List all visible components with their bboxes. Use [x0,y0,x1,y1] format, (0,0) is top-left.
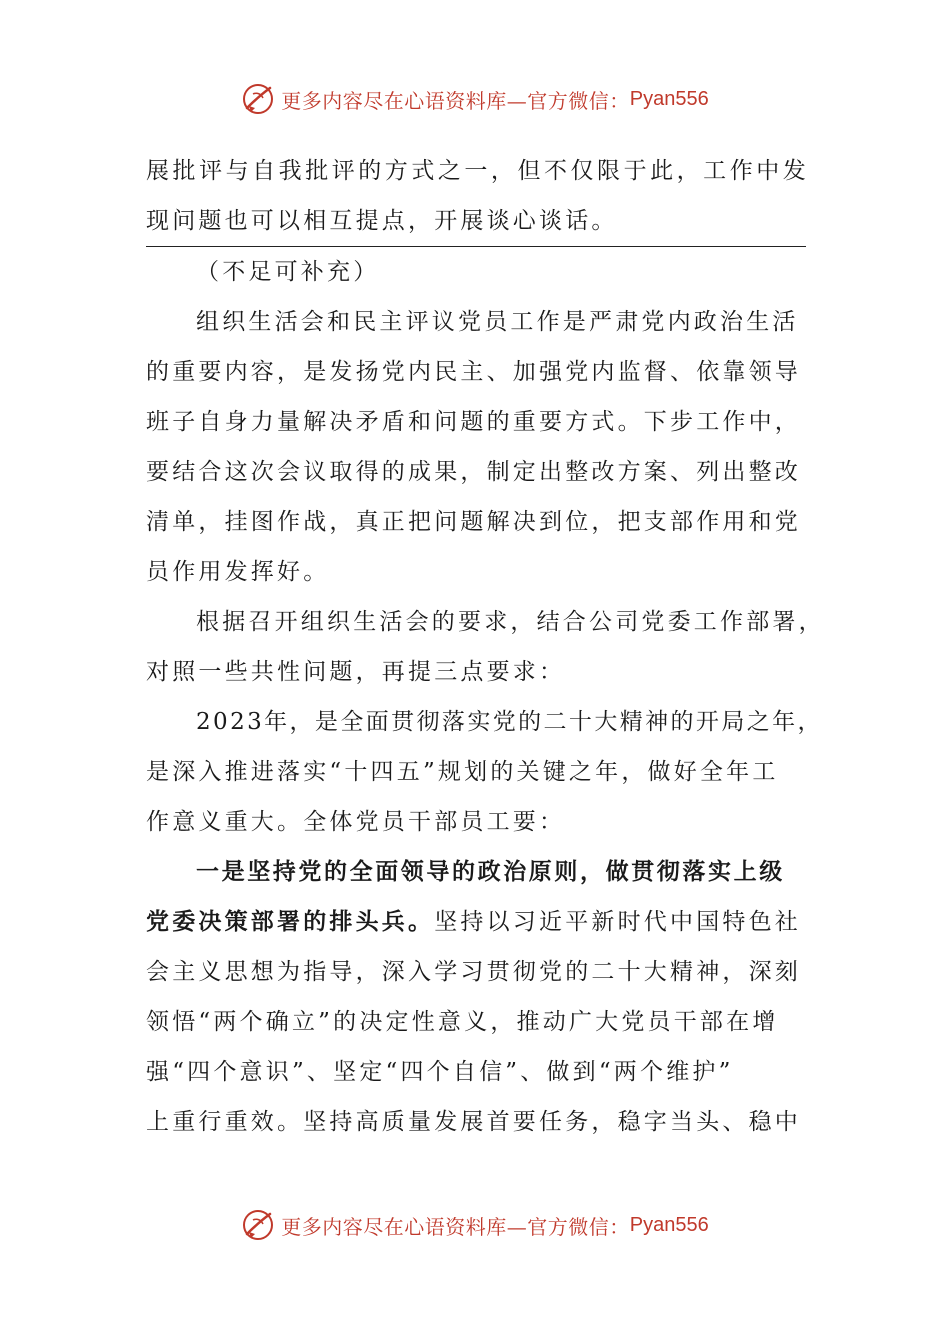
text-line: 员作用发挥好。 [146,559,330,585]
text-line: 根据召开组织生活会的要求，结合公司党委工作部署， [196,609,825,635]
text-line: 强“四个意识”、坚定“四个自信”、做到“两个维护” [146,1059,734,1085]
footer-watermark [0,1208,950,1242]
paragraph-continued [146,146,806,246]
text-line: 领悟“两个确立”的决定性意义，推动广大党员干部在增 [146,1009,779,1035]
watermark-wechat-id: Pyan556 [629,1213,709,1236]
watermark-text: 更多内容尽在心语资料库—官方微信： [281,1214,630,1239]
pen-logo-icon [241,82,275,116]
bold-heading-line: 一是坚持党的全面领导的政治原则，做贯彻落实上级 [196,858,785,885]
text-line: 现问题也可以相互提点，开展谈心谈话。 [146,208,618,234]
text-line-rest: 坚持以习近平新时代中国特色社 [434,909,802,935]
paragraph-2 [146,597,825,697]
text-line: 作意义重大。全体党员干部员工要： [146,809,566,835]
text-line: 2023年，是全面贯彻落实党的二十大精神的开局之年， [196,709,823,735]
watermark-wechat-id: Pyan556 [629,87,709,110]
text-line: 会主义思想为指导，深入学习贯彻党的二十大精神，深刻 [146,959,801,985]
text-line: 是深入推进落实“十四五”规划的关键之年，做好全年工 [146,759,779,785]
supplement-note: （不足可补充） [196,259,380,285]
text-line: 班子自身力量解决矛盾和问题的重要方式。下步工作中， [146,409,801,435]
document-body [146,146,825,1147]
text-line: 展 批 评 与 自 我 批 评 的 方 式 之 一 ， 但 不 仅 限 于 此 ， 工 作 中 发 [146,158,806,184]
header-watermark [0,82,950,116]
text-line [146,897,806,947]
watermark-text: 更多内容尽在心语资料库—官方微信： [281,88,630,113]
pen-logo-icon [241,1208,275,1242]
paragraph-3 [146,697,823,847]
text-line: 的重要内容，是发扬党内民主、加强党内监督、依靠领导 [146,359,801,385]
paragraph-4 [146,847,806,1147]
text-line: 上重行重效。坚持高质量发展首要任务，稳字当头、稳中 [146,1109,801,1135]
text-line: 对照一些共性问题，再提三点要求： [146,659,566,685]
text-line: 组织生活会和民主评议党员工作是严肃党内政治生活 [196,309,799,335]
text-line: 要结合这次会议取得的成果，制定出整改方案、列出整改 [146,459,801,485]
paragraph-1 [146,297,806,597]
text-line: 清单，挂图作战，真正把问题解决到位，把支部作用和党 [146,509,801,535]
bold-heading-tail: 党委决策部署的排头兵。 [146,908,435,935]
